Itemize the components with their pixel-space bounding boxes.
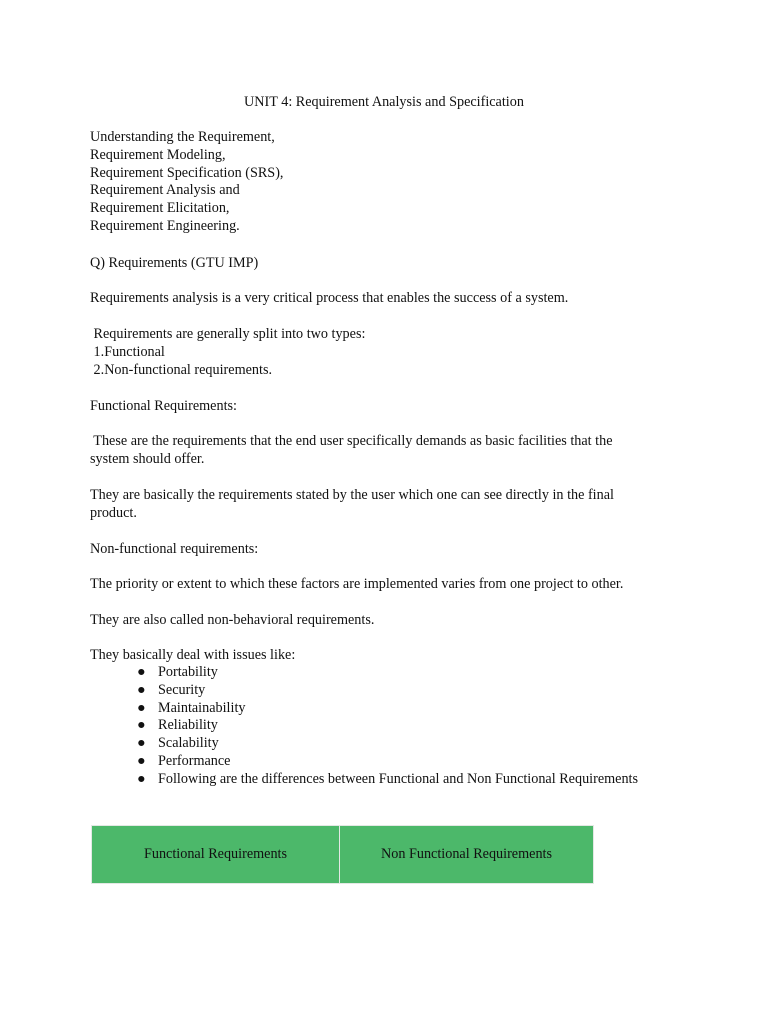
comparison-table <box>91 825 594 884</box>
bullet-icon: ● <box>137 699 146 716</box>
bullet-icon: ● <box>137 681 146 698</box>
intro-paragraph <box>90 290 690 308</box>
paragraph-line: They are basically the requirements stated by the user which one can see directly in the final <box>90 487 614 503</box>
paragraph-line: They are also called non-behavioral requirements. <box>90 612 375 628</box>
list-item-text: Reliability <box>158 717 218 734</box>
question-heading <box>90 255 690 273</box>
page-title: UNIT 4: Requirement Analysis and Specification <box>244 94 524 110</box>
topic-item: Requirement Analysis and <box>90 182 240 199</box>
list-item-text: Scalability <box>158 735 219 752</box>
list-item <box>90 771 638 789</box>
list-item <box>90 753 638 771</box>
list-item <box>90 664 638 682</box>
intro-text: Requirements analysis is a very critical process that enables the success of a system. <box>90 290 569 306</box>
list-item <box>90 717 638 735</box>
types-item: 1.Functional <box>90 343 165 360</box>
paragraph-line: These are the requirements that the end user specifically demands as basic facilities that the <box>90 433 613 449</box>
paragraph-line: system should offer. <box>90 450 205 467</box>
bullet-icon: ● <box>137 717 146 734</box>
topic-item: Requirement Modeling, <box>90 146 226 163</box>
types-item: 2.Non-functional requirements. <box>90 361 273 378</box>
topic-item: Understanding the Requirement, <box>90 129 275 145</box>
types-lead: Requirements are generally split into two types: <box>90 326 366 342</box>
functional-heading <box>90 398 690 416</box>
topic-item: Requirement Engineering. <box>90 217 240 234</box>
bullet-icon: ● <box>137 664 146 680</box>
list-item-text: Portability <box>158 664 218 680</box>
topic-item: Requirement Specification (SRS), <box>90 164 284 181</box>
paragraph-line: They basically deal with issues like: <box>90 647 296 663</box>
paragraph-line: The priority or extent to which these factors are implemented varies from one project to other. <box>90 576 624 592</box>
list-item <box>90 700 638 718</box>
paragraph-line: product. <box>90 504 137 521</box>
table-header-functional: Functional Requirements <box>92 826 340 884</box>
nonfunctional-paragraph-3 <box>90 647 690 665</box>
list-item <box>90 735 638 753</box>
list-item-text: Maintainability <box>158 699 246 716</box>
functional-paragraph-1 <box>90 433 690 469</box>
functional-heading-text: Functional Requirements: <box>90 398 237 414</box>
bullet-icon: ● <box>137 735 146 752</box>
nonfunctional-heading-text: Non-functional requirements: <box>90 541 259 557</box>
list-item-text: Performance <box>158 752 231 769</box>
list-item-text: Security <box>158 681 206 698</box>
issues-bullet-list <box>90 664 638 789</box>
list-item <box>90 682 638 700</box>
nonfunctional-paragraph-2 <box>90 612 690 630</box>
list-item-text: Following are the differences between Functional and Non Functional Requirements <box>158 770 639 787</box>
bullet-icon: ● <box>137 752 146 769</box>
topic-item: Requirement Elicitation, <box>90 200 230 217</box>
topics-list <box>90 129 690 236</box>
table-header-nonfunctional: Non Functional Requirements <box>340 826 594 884</box>
question-text: Q) Requirements (GTU IMP) <box>90 255 259 271</box>
nonfunctional-paragraph-1 <box>90 576 690 594</box>
functional-paragraph-2 <box>90 487 690 523</box>
bullet-icon: ● <box>137 770 146 787</box>
table-header-row <box>92 826 594 884</box>
types-list <box>90 326 690 379</box>
nonfunctional-heading <box>90 541 690 559</box>
